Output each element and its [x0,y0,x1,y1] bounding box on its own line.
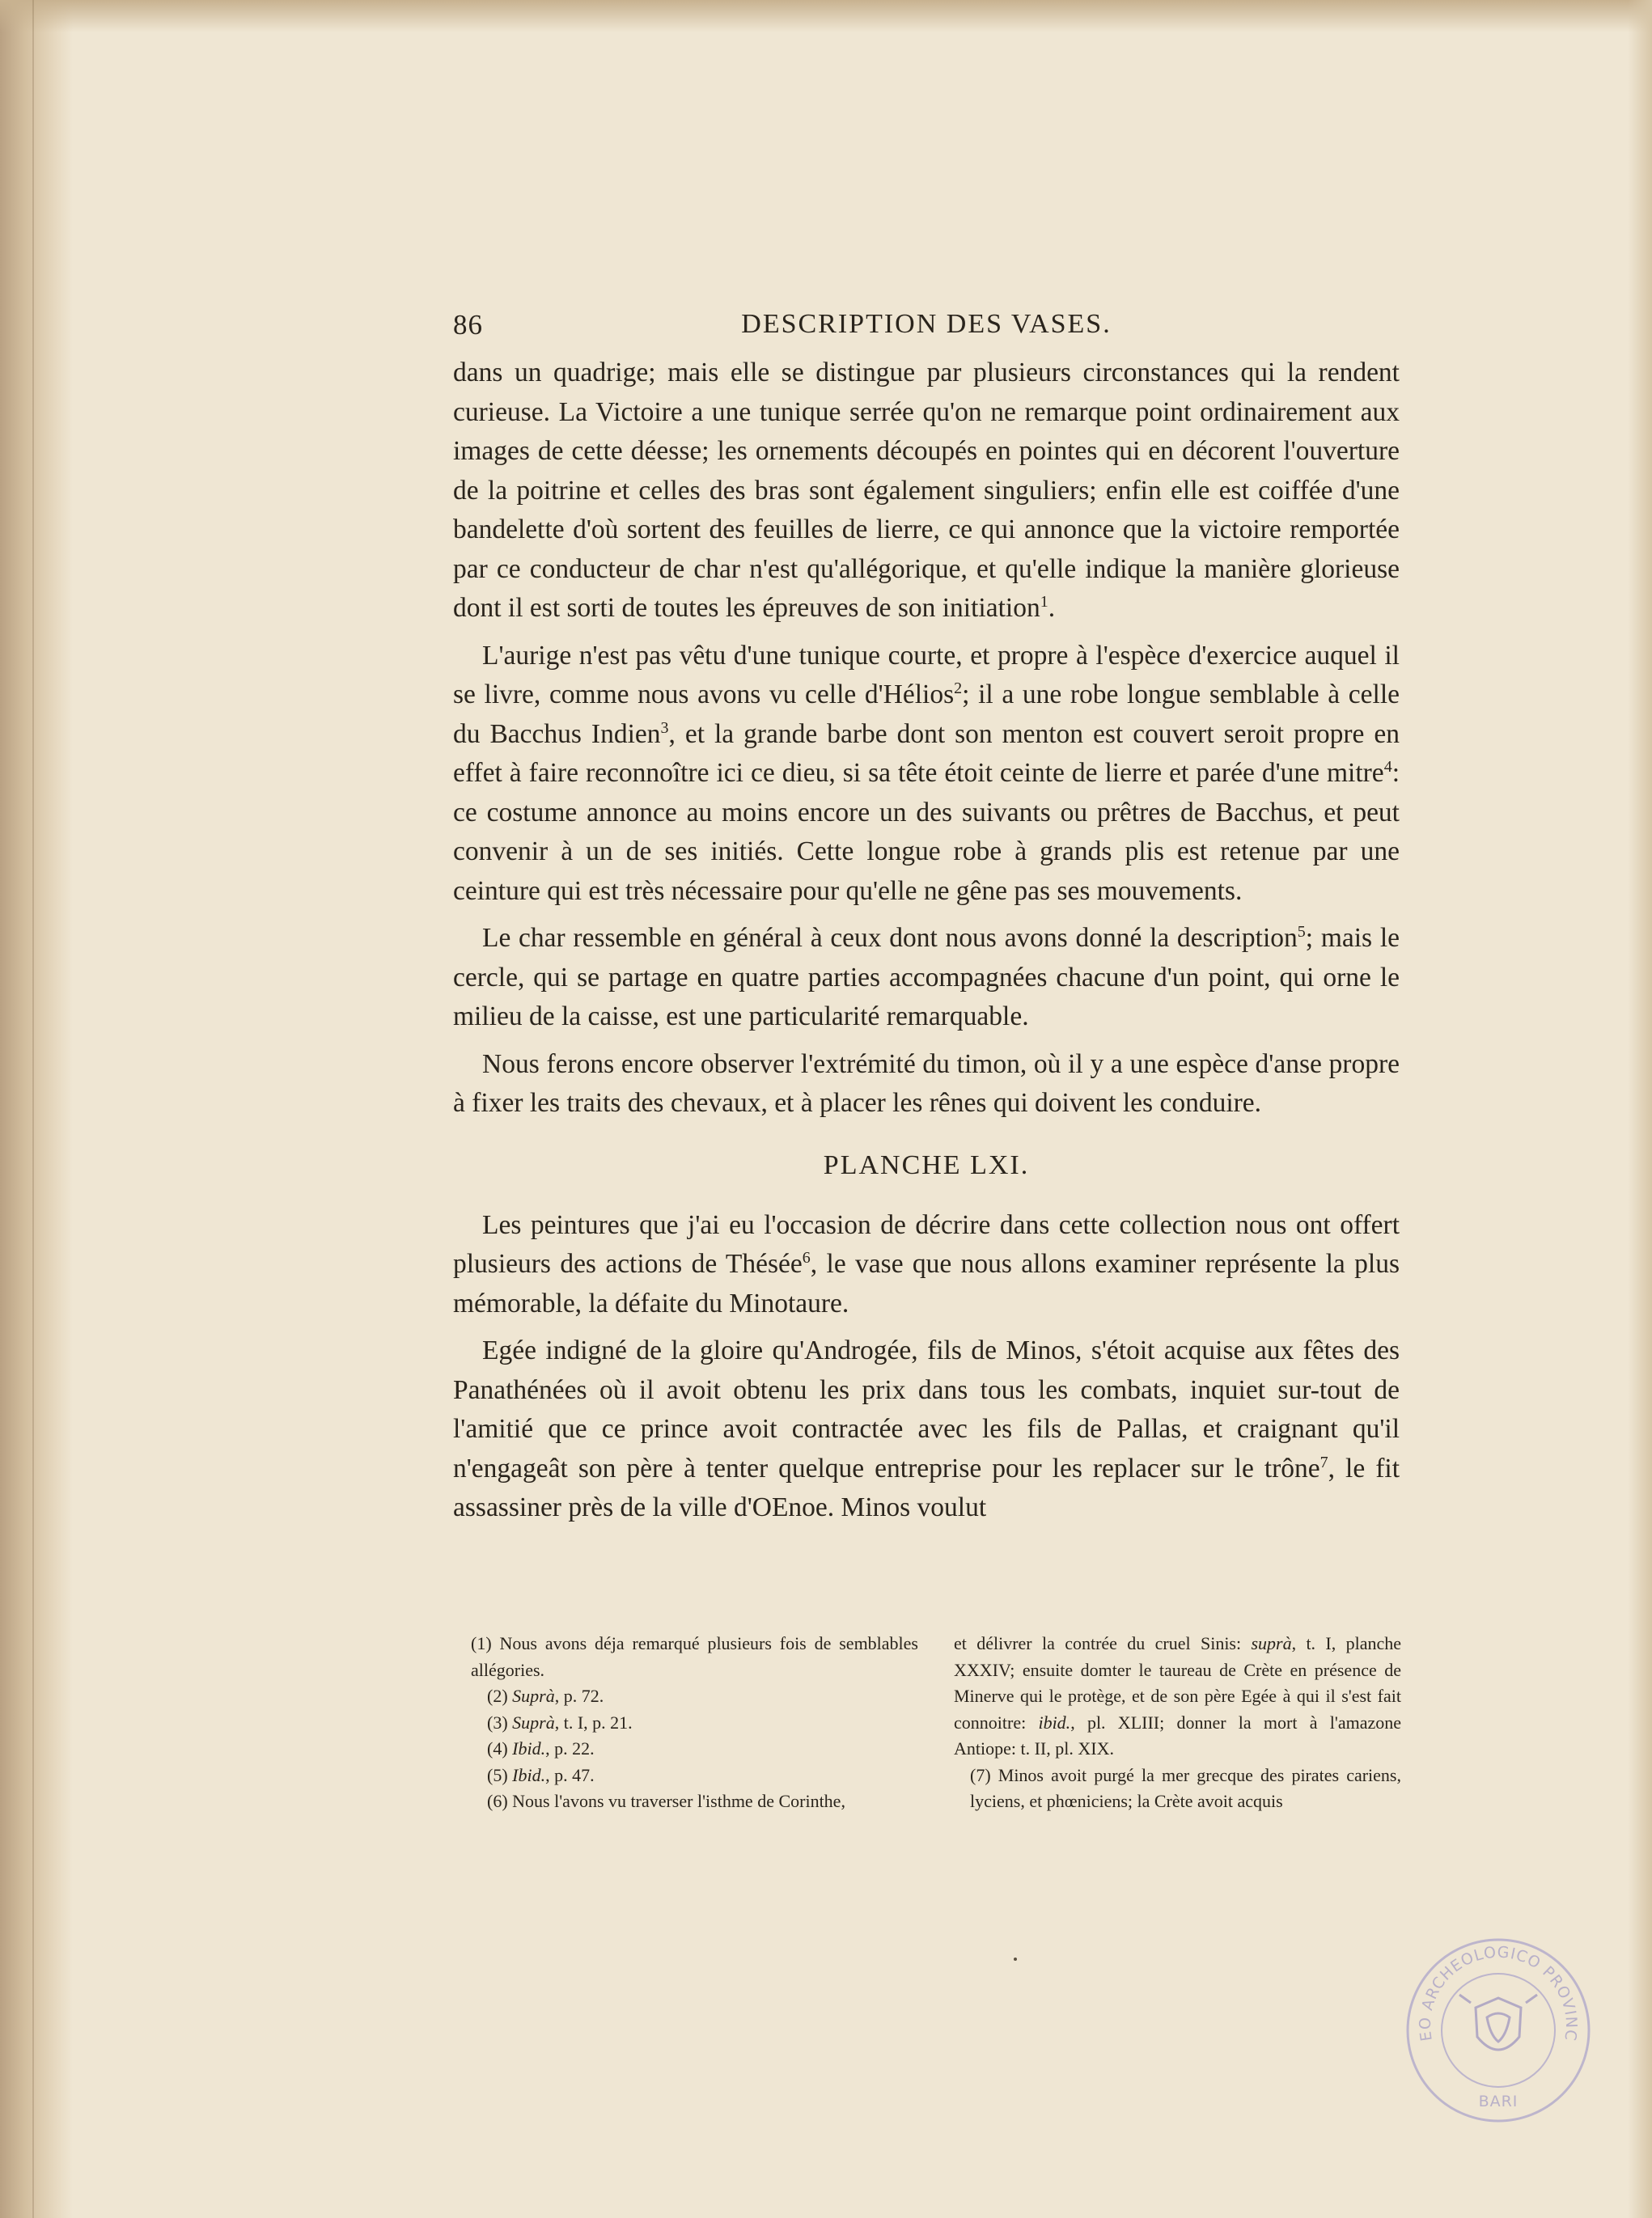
paragraph-4: Nous ferons encore observer l'extrémité du timon, où il y a une espèce d'anse propre à fixer les traits des chevaux, et à placer les rênes qui doivent les conduire. [453,1048,1400,1118]
paragraph-1: dans un quadrige; mais elle se distingue par plusieurs circonstances qui la rendent curieuse. La Victoire a une tunique serrée qu'on ne remarque point ordinairement aux images de cette déesse; les ornements découpés en pointes qui en décorent l'ouverture de la poitrine et celles des bras sont également singuliers; enfin elle est coiffée d'une bandelette d'où sortent des feuilles de lierre, ce qui annonce que la victoire remportée par ce conducteur de char n'est qu'allégorique, et qu'elle indique la manière glorieuse dont il est sorti de toutes les épreuves de son initiation$^1$. [453,358,1400,623]
footnotes [471,1631,1401,1815]
stamp-arc-text: EO ARCHEOLOGICO PROVINC [1416,1943,1581,2042]
paragraph-6: Egée indigné de la gloire qu'Androgée, fils de Minos, s'étoit acquise aux fêtes des Panathénées où il avoit obtenu les prix dans tous les combats, inquiet sur-tout de l'amitié que ce prince avoit contractée avec les fils de Pallas, et craignant qu'il n'engageât son père à tenter quelque entreprise pour les replacer sur le trône$^7$, le fit assassiner près de la ville d'OEnoe. Minos voulut [453,1335,1400,1522]
footnote-3: (3) Suprà, t. I, p. 21. [487,1712,633,1733]
stamp-emblem-icon [1459,1995,1537,2050]
stamp-city: BARI [1478,2093,1519,2110]
footnote-6-continued: et délivrer la contrée du cruel Sinis: suprà, t. I, planche XXXIV; ensuite domter le taureau de Crète en présence de Minerve qui le protège, et de son père Egée à qui il s'est fait connoitre: ibid., pl. XLIII; donner la mort à l'amazone Antiope: t. II, pl. XIX. [954,1633,1401,1759]
footnotes-right-column [954,1631,1401,1815]
svg-text:MUSEO ARCHEOLOGICO PROVINCIALE [1401,1933,1580,2042]
museum-stamp [1401,1933,1595,2127]
footnote-ref: 2 [954,679,963,697]
binding-fold [32,0,34,2218]
paragraph-5: Les peintures que j'ai eu l'occasion de décrire dans cette collection nous ont offert plusieurs des actions de Thésée$^6$, le vase que nous allons examiner représente la plus mémorable, la défaite du Minotaure. [453,1209,1400,1319]
page-edge-right [1628,0,1652,2218]
footnote-ref: 7 [1319,1453,1328,1471]
footnote-4: (4) Ibid., p. 22. [487,1738,595,1759]
ink-speck [1014,1958,1017,1961]
page-edge-top [0,0,1652,32]
footnote-2: (2) Suprà, p. 72. [487,1686,604,1706]
footnote-ref: 5 [1297,922,1306,941]
footnote-6: (6) Nous l'avons vu traverser l'isthme de Corinthe, [487,1791,845,1811]
page-header [453,309,1400,351]
footnote-ref: 4 [1383,757,1392,776]
footnote-ref: 1 [1040,592,1048,611]
page-number: 86 [453,309,483,341]
paragraph-2: L'aurige n'est pas vêtu d'une tunique courte, et propre à l'espèce d'exercice auquel il se livre, comme nous avons vu celle d'Hélios$^2$; il a une robe longue semblable à celle du Bacchus Indien$^3$, et la grande barbe dont son menton est couvert seroit propre en effet à faire reconnoître ici ce dieu, si sa tête étoit ceinte de lierre et parée d'une mitre$^4$: ce costume annonce au moins encore un des suivants ou prêtres de Bacchus, et peut convenir à un de ses initiés. Cette longue robe à grands plis est retenue par une ceinture qui est très nécessaire pour qu'elle ne gêne pas ses mouvements. [453,640,1400,906]
footnote-ref: 6 [802,1248,811,1267]
footnote-1: (1) Nous avons déja remarqué plusieurs fois de semblables allégories. [471,1633,918,1680]
paragraph-3: Le char ressemble en général à ceux dont nous avons donné la description$^5$; mais le cercle, qui se partage en quatre parties accompagnées chacune d'un point, qui orne le milieu de la caisse, est une particularité remarquable. [453,922,1400,1031]
section-heading: PLANCHE LXI. [823,1149,1030,1180]
footnote-7: (7) Minos avoit purgé la mer grecque des pirates cariens, lyciens, et phœniciens; la Crète avoit acquis [970,1764,1401,1811]
footnotes-left-column [471,1631,918,1815]
page-edge-left [0,0,73,2218]
running-title: DESCRIPTION DES VASES. [741,309,1112,339]
footnote-5: (5) Ibid., p. 47. [487,1764,595,1785]
footnote-ref: 3 [660,718,669,737]
main-text [453,353,1400,1528]
